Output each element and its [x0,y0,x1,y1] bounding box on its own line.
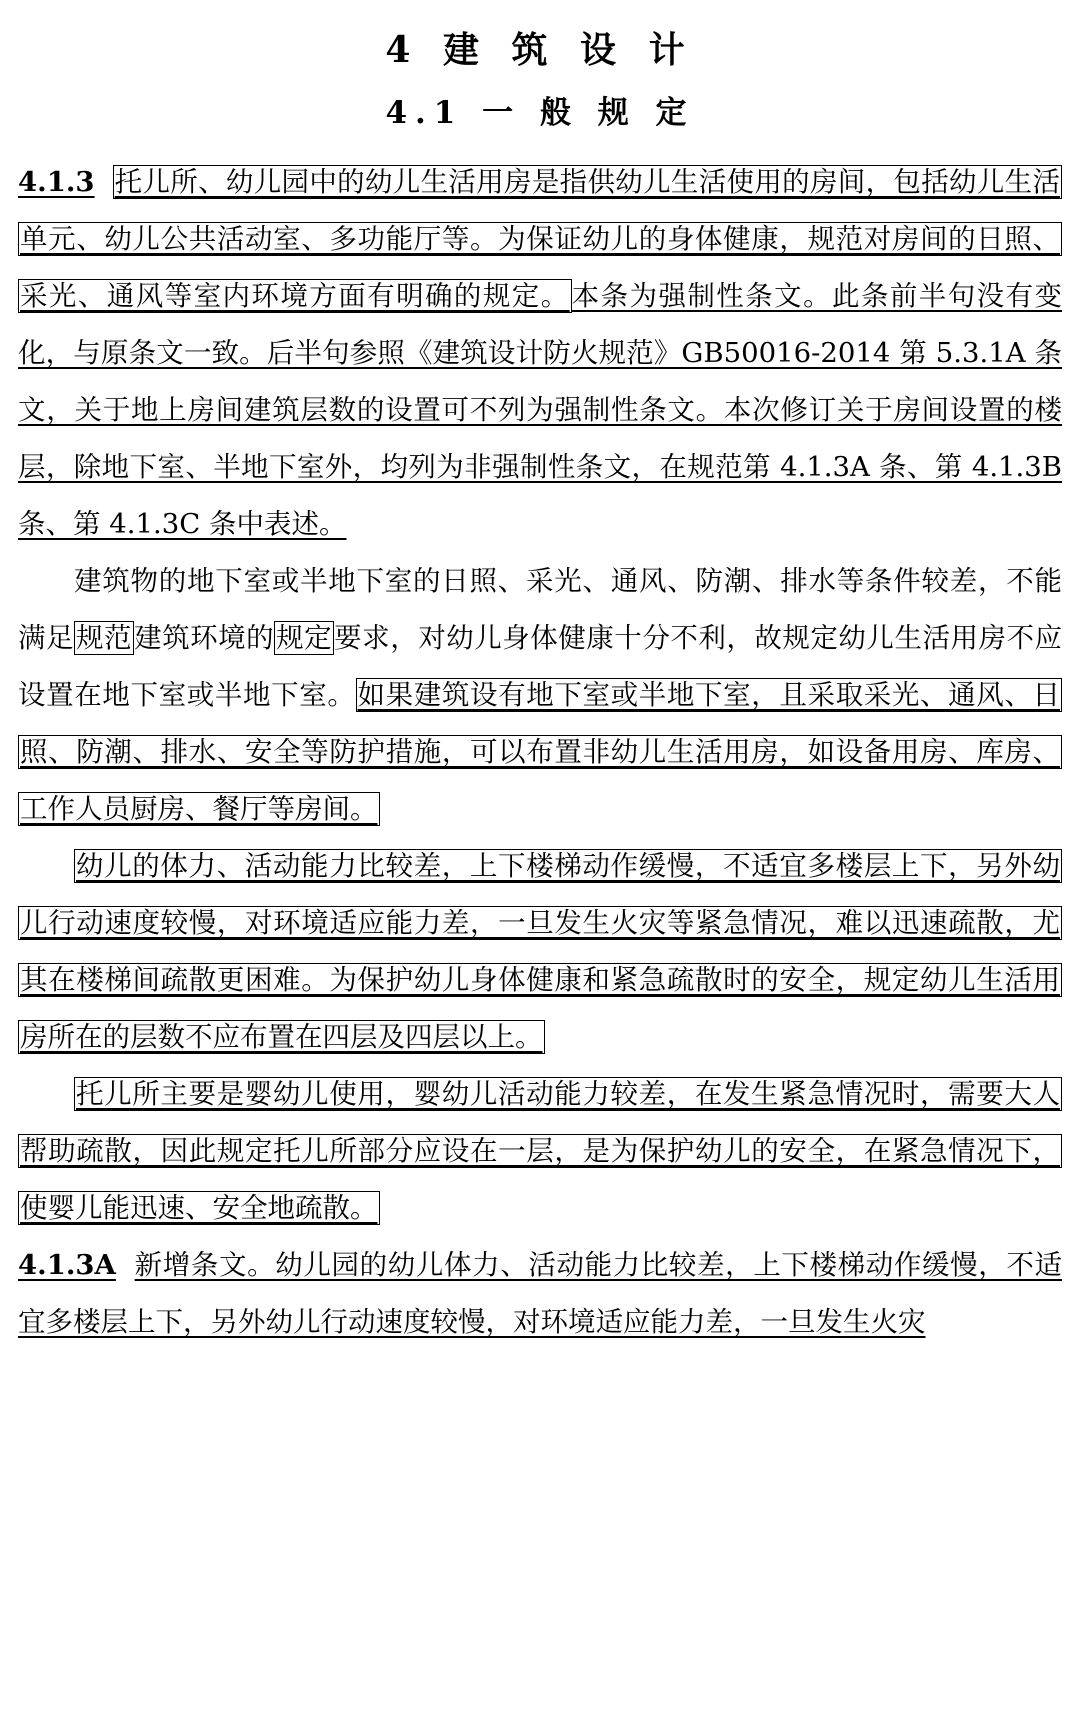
run-plain-2: 建筑环境的 [134,622,275,654]
run-boxed-guiding: 规定 [276,622,333,654]
clause-text-boxed: 托儿所、幼儿园中的幼儿生活用房是指供幼儿生活使用的房间，包括幼儿生活单元、幼儿公共活动室、多功能厅等。为保证幼儿的身体健康，规范对房间的日照、采光、通风等室内环境方面有明确的规定。 [20,166,1060,312]
paragraph-stairs [18,838,1062,1066]
run-boxed-underlined-1: 如果建筑设有地下室或半地下室，且采取采光、通风、日照、防潮、排水、安全等防护措施，可以布置非幼儿生活用房，如设备用房、库房、工作人员厨房、餐厅等房间。 [20,679,1060,825]
chapter-title: 4 建 筑 设 计 [385,29,695,71]
clause-number: 4.1.3 [18,166,95,198]
run-plain-3: 要求，对幼儿身体健康十分不利，故规定幼儿生活用房不应设置在地下室或半地下室。 [18,622,1063,711]
run-boxed-underlined-3: 托儿所主要是婴幼儿使用，婴幼儿活动能力较差，在发生紧急情况时，需要大人帮助疏散，因此规定托儿所部分应设在一层，是为保护幼儿的安全，在紧急情况下，使婴儿能迅速、安全地疏散。 [20,1078,1060,1224]
paragraph-basement [18,553,1062,838]
clause-4-1-3 [18,154,1062,553]
clause-text-underlined: 本条为强制性条文。此条前半句没有变化，与原条文一致。后半句参照《建筑设计防火规范》GB50016-2014 第 5.3.1A 条文，关于地上房间建筑层数的设置可不列为强制性条文。本次修订关于房间设置的楼层，除地下室、半地下室外，均列为非强制性条文，在规范第 4.1.3A 条、第 4.1.3B 条、第 4.1.3C 条中表述。 [18,280,1063,540]
run-boxed-guifan: 规范 [76,622,133,654]
run-plain-1: 建筑物的地下室或半地下室的日照、采光、通风、防潮、排水等条件较差，不能满足 [18,565,1062,654]
clause-new-text: 新增条文。幼儿园的幼儿体力、活动能力比较差，上下楼梯动作缓慢，不适宜多楼层上下，另外幼儿行动速度较慢，对环境适应能力差，一旦发生火灾 [18,1249,1063,1338]
paragraph-nursery [18,1066,1062,1237]
clause-4-1-3A [18,1237,1062,1351]
run-boxed-underlined-2: 幼儿的体力、活动能力比较差，上下楼梯动作缓慢，不适宜多楼层上下，另外幼儿行动速度较慢，对环境适应能力差，一旦发生火灾等紧急情况，难以迅速疏散，尤其在楼梯间疏散更困难。为保护幼儿身体健康和紧急疏散时的安全，规定幼儿生活用房所在的层数不应布置在四层及四层以上。 [20,850,1060,1053]
clause-new-number: 4.1.3A [18,1249,116,1281]
section-title: 4.1 一 般 规 定 [385,95,695,131]
